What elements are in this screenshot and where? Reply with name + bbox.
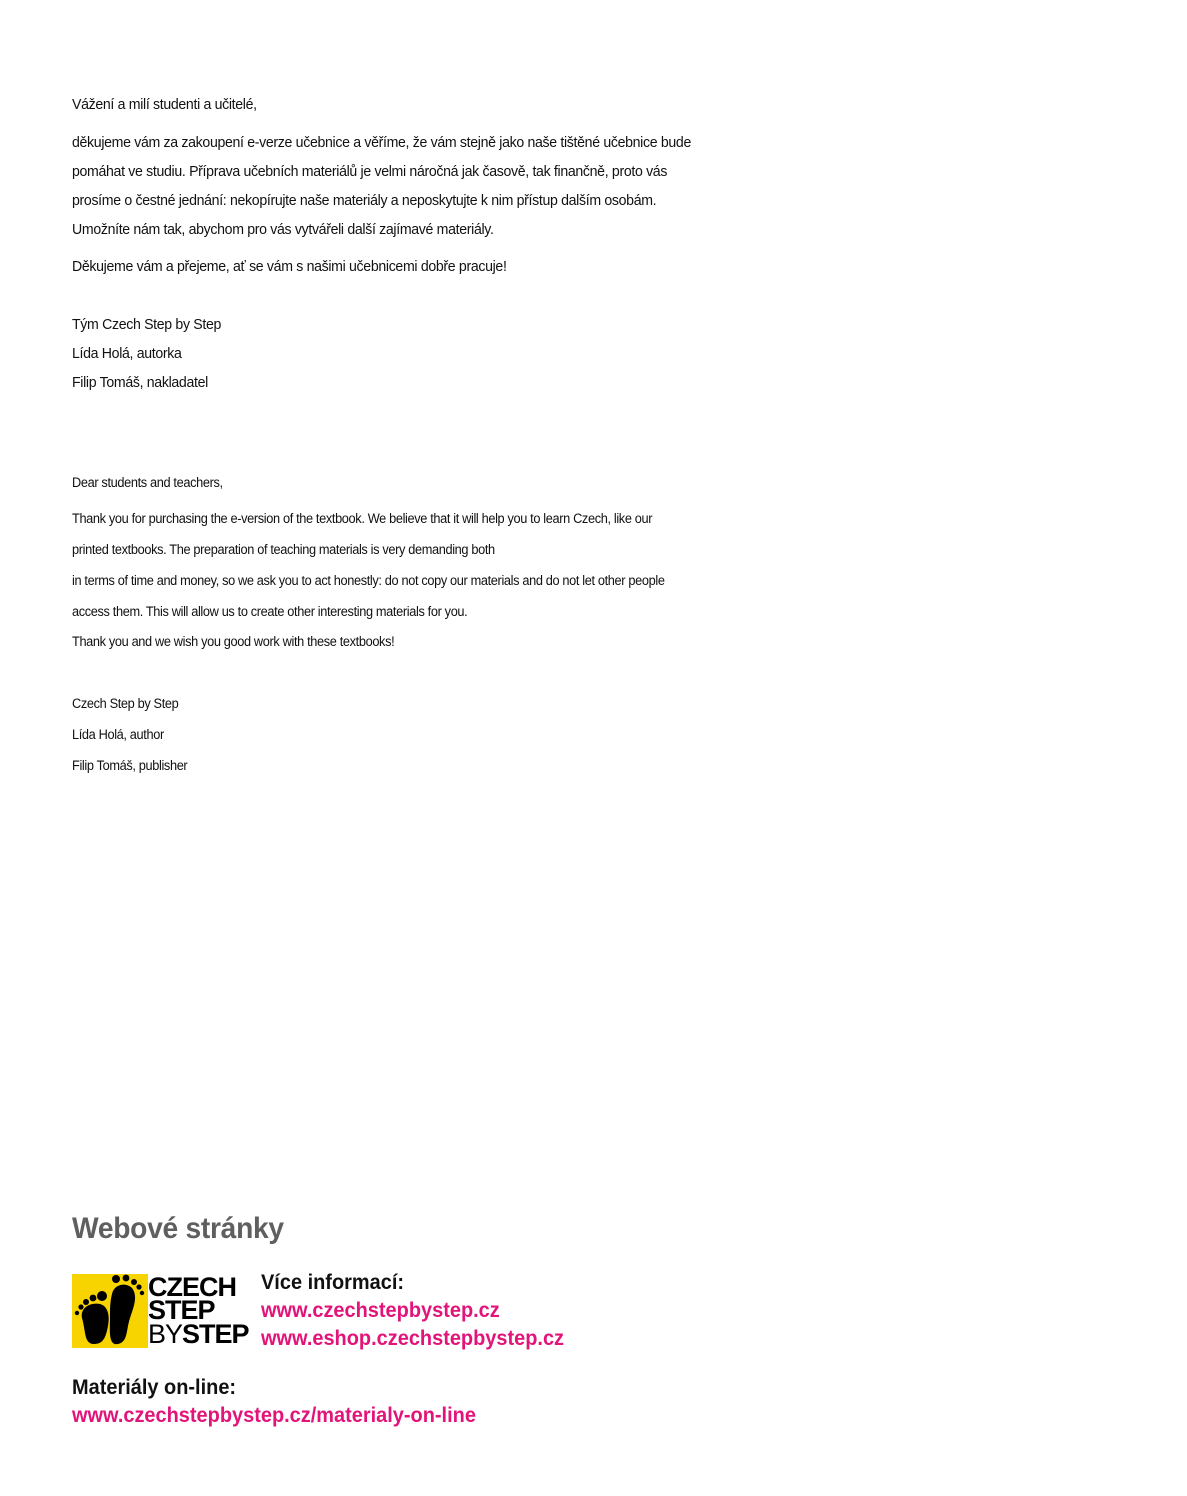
czech-step-by-step-logo: [72, 1274, 252, 1348]
logo-text-bystep: [148, 1319, 249, 1349]
english-body-line: printed textbooks. The preparation of teaching materials is very demanding both: [72, 542, 495, 558]
czech-body-line: Umožníte nám tak, abychom pro vás vytvářeli další zajímavé materiály.: [72, 221, 494, 238]
czech-signature: Filip Tomáš, nakladatel: [72, 374, 208, 391]
english-greeting: Dear students and teachers,: [72, 475, 223, 491]
czech-body-line: děkujeme vám za zakoupení e-verze učebnice a věříme, že vám stejně jako naše tištěné učebnice bude: [72, 134, 691, 151]
czech-body-line: prosíme o čestné jednání: nekopírujte naše materiály a neposkytujte k nim přístup dalším osobám.: [72, 192, 657, 209]
footprints-icon: [72, 1274, 148, 1348]
english-signature: Filip Tomáš, publisher: [72, 758, 188, 774]
materials-online-link[interactable]: www.czechstepbystep.cz/materialy-on-line: [72, 1404, 476, 1427]
czech-body-line: pomáhat ve studiu. Příprava učebních materiálů je velmi náročná jak časově, tak finančně, proto vás: [72, 163, 668, 180]
english-signature: Lída Holá, author: [72, 727, 164, 743]
website-link[interactable]: www.czechstepbystep.cz: [261, 1299, 500, 1322]
logo-text-step: STEP: [148, 1295, 215, 1325]
czech-signature: Tým Czech Step by Step: [72, 316, 222, 333]
czech-greeting: Vážení a milí studenti a učitelé,: [72, 96, 257, 113]
logo-text-by: BY: [148, 1319, 183, 1349]
websites-heading: Webové stránky: [72, 1212, 284, 1245]
logo-text-czech: CZECH: [148, 1272, 236, 1302]
czech-closing: Děkujeme vám a přejeme, ať se vám s našimi učebnicemi dobře pracuje!: [72, 258, 507, 275]
materials-online-label: Materiály on-line:: [72, 1376, 237, 1399]
english-signature: Czech Step by Step: [72, 696, 179, 712]
english-body-line: Thank you for purchasing the e-version of the textbook. We believe that it will help you to learn Czech, like our: [72, 511, 653, 527]
english-body-line: in terms of time and money, so we ask you to act honestly: do not copy our materials and do not let other people: [72, 573, 665, 589]
more-info-label: Více informací:: [261, 1271, 405, 1294]
logo-square: [72, 1274, 148, 1348]
czech-signature: Lída Holá, autorka: [72, 345, 182, 362]
english-body-line: Thank you and we wish you good work with these textbooks!: [72, 634, 395, 650]
english-body-line: access them. This will allow us to create other interesting materials for you.: [72, 604, 468, 620]
logo-text-step2: STEP: [182, 1319, 249, 1349]
eshop-link[interactable]: www.eshop.czechstepbystep.cz: [261, 1327, 565, 1350]
